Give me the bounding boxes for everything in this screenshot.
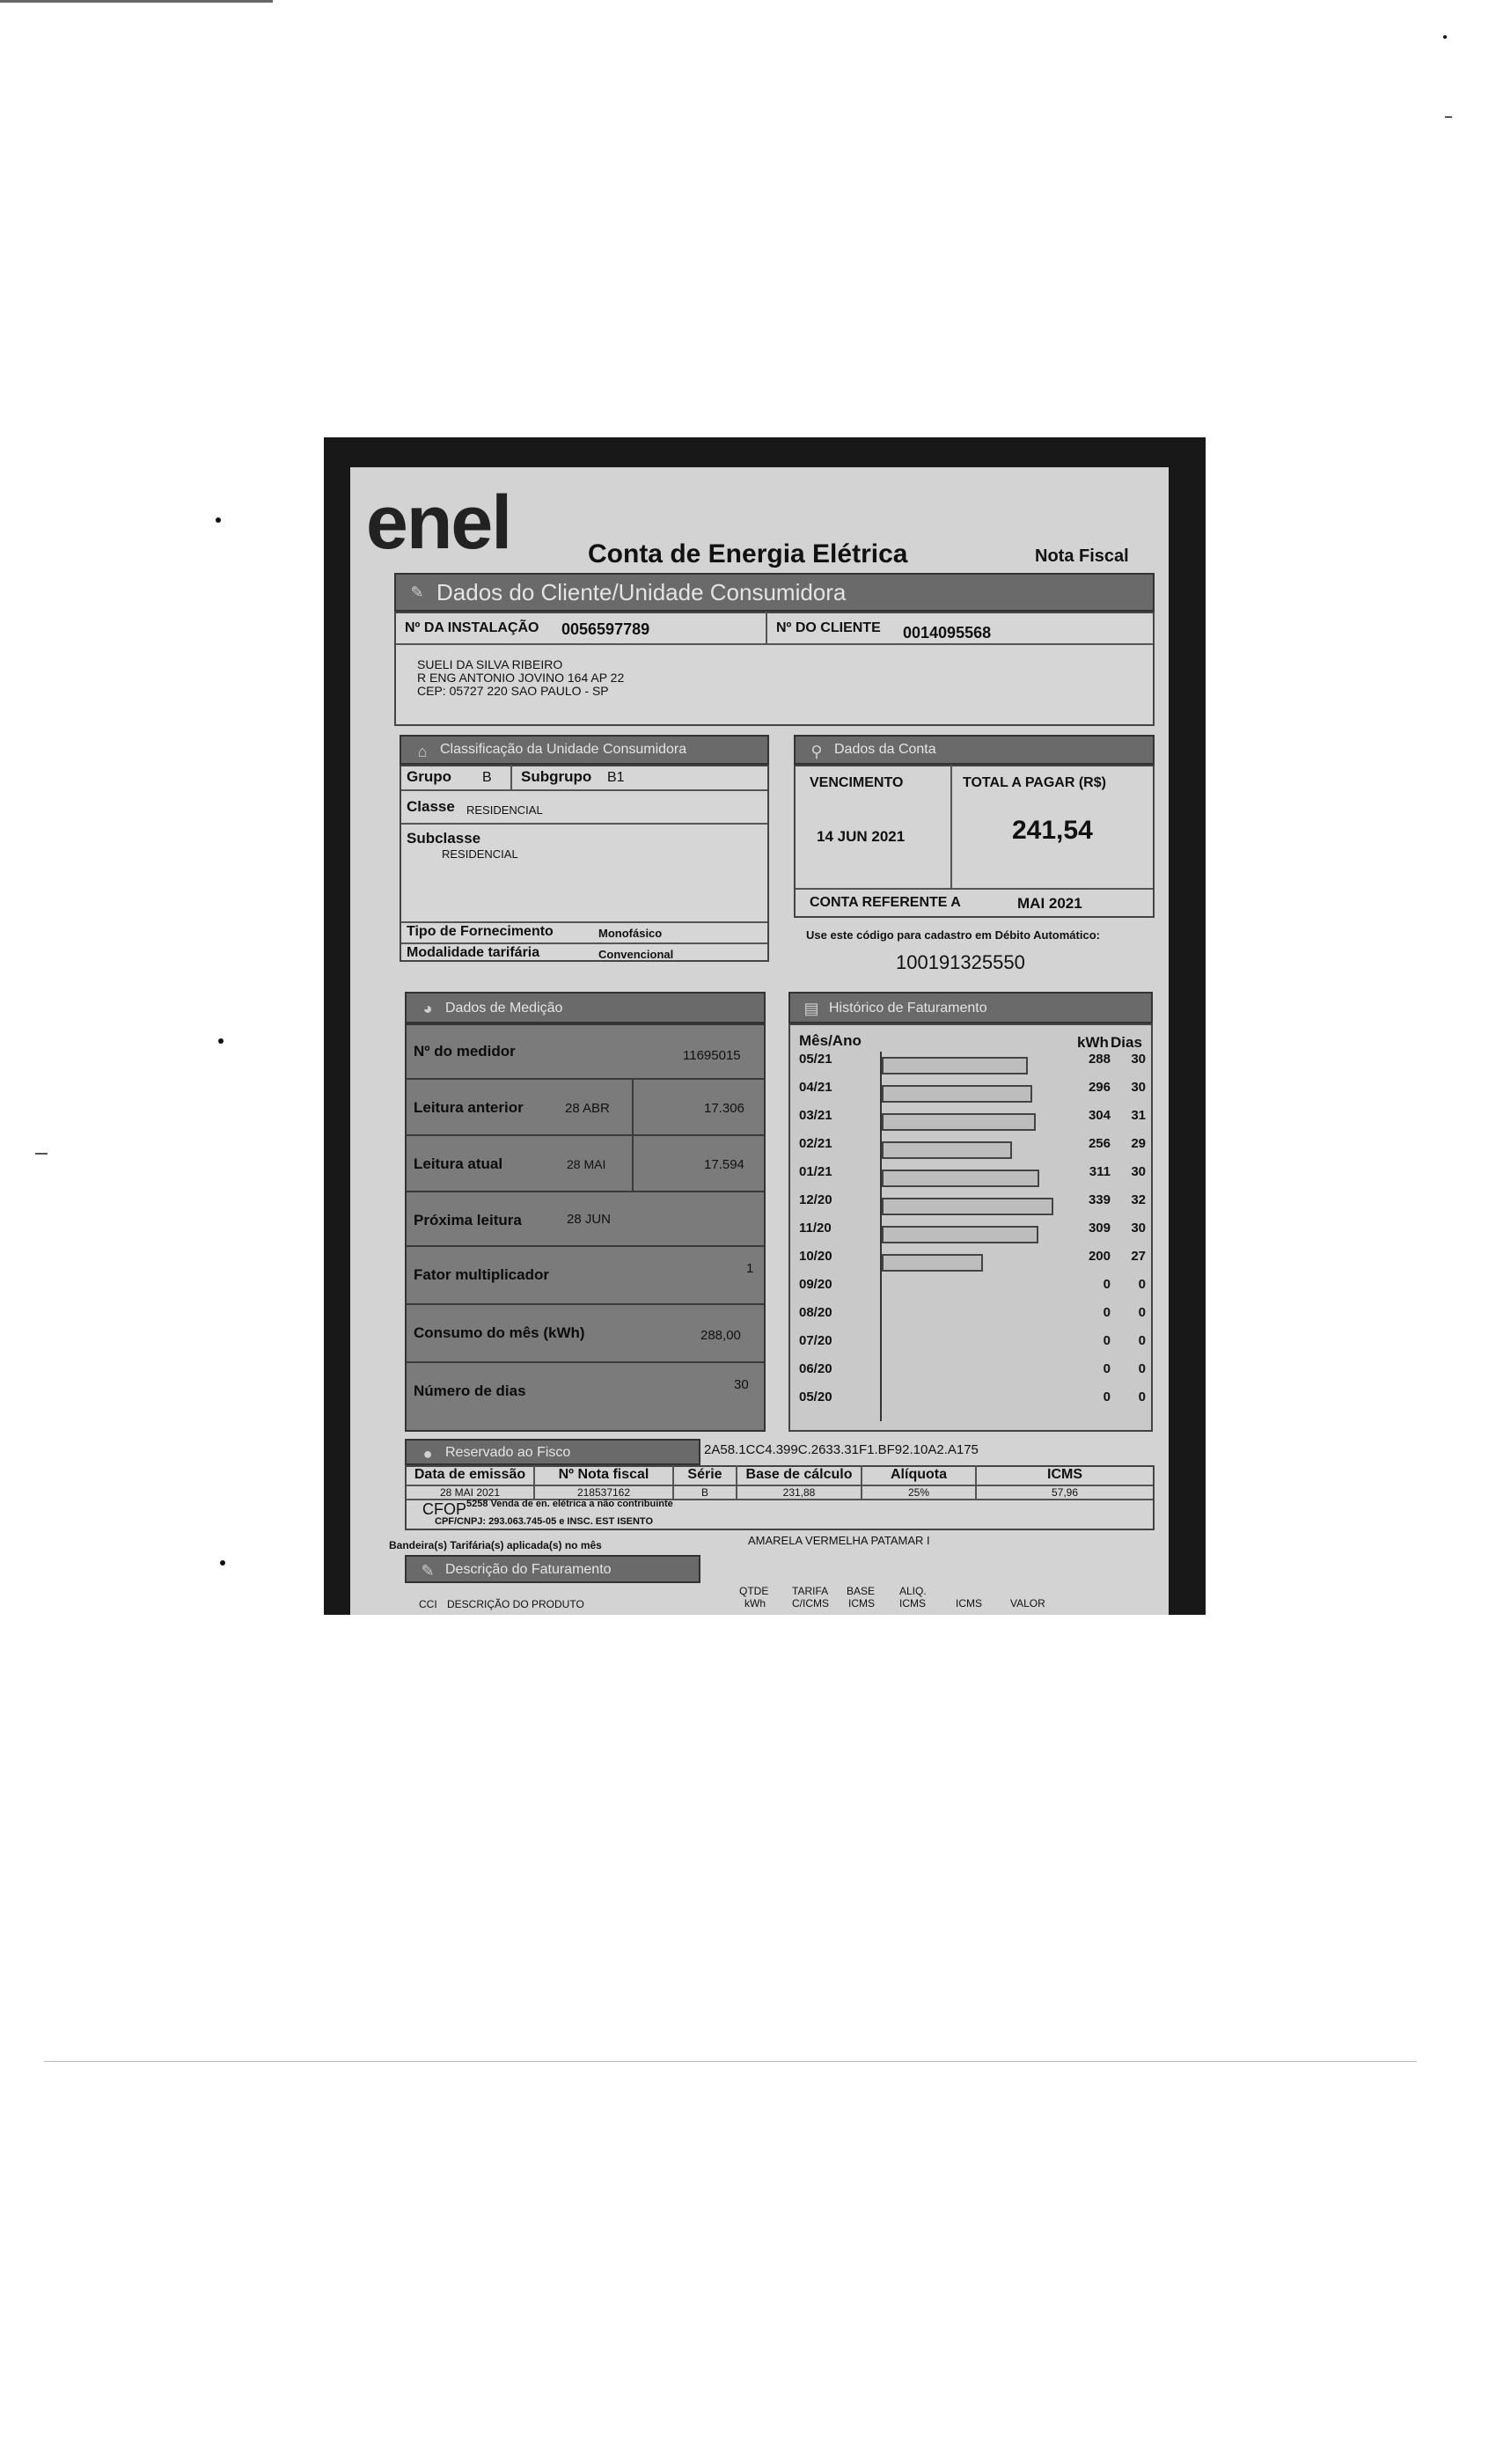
total-value: 241,54 bbox=[1012, 816, 1093, 845]
cliente-numero-value: 0014095568 bbox=[903, 624, 992, 642]
historico-row bbox=[790, 1136, 1151, 1162]
instalacao-value: 0056597789 bbox=[561, 620, 650, 638]
historico-kwh: 0 bbox=[1103, 1305, 1111, 1320]
building-icon: ⌂ bbox=[417, 743, 428, 760]
historico-month: 04/21 bbox=[799, 1080, 832, 1095]
search-icon: ⚲ bbox=[810, 743, 823, 760]
leitura-anterior-label: Leitura anterior bbox=[414, 1099, 524, 1116]
fat-col-base-2: ICMS bbox=[848, 1597, 875, 1610]
fat-col-icms: ICMS bbox=[956, 1597, 982, 1610]
total-label: TOTAL A PAGAR (R$) bbox=[963, 775, 1106, 790]
historico-row bbox=[790, 1052, 1151, 1078]
cliente-section-header bbox=[394, 573, 1155, 612]
medidor-label: Nº do medidor bbox=[414, 1043, 516, 1060]
historico-section-title: Histórico de Faturamento bbox=[829, 1001, 987, 1016]
historico-col-dias: Dias bbox=[1111, 1034, 1142, 1051]
fat-col-aliq-1: ALIQ. bbox=[899, 1585, 927, 1597]
grupo-value: B bbox=[482, 770, 492, 785]
subclasse-label: Subclasse bbox=[407, 830, 481, 847]
fisco-val-aliquota: 25% bbox=[907, 1486, 930, 1499]
bandeira-label: Bandeira(s) Tarifária(s) aplicada(s) no mês bbox=[389, 1539, 602, 1551]
fisco-val-nota: 218537162 bbox=[576, 1486, 631, 1499]
fisco-col-base: Base de cálculo bbox=[745, 1467, 853, 1482]
historico-bar bbox=[882, 1254, 983, 1272]
fat-col-qtde-1: QTDE bbox=[739, 1585, 769, 1597]
historico-month: 11/20 bbox=[799, 1221, 832, 1236]
fisco-val-serie: B bbox=[700, 1486, 708, 1499]
historico-row bbox=[790, 1390, 1151, 1416]
medicao-panel bbox=[405, 1023, 766, 1432]
historico-kwh: 304 bbox=[1088, 1108, 1111, 1123]
bill-paper bbox=[350, 467, 1169, 1615]
historico-bar bbox=[882, 1141, 1012, 1159]
leitura-atual-date: 28 MAI bbox=[567, 1157, 606, 1171]
historico-bar bbox=[882, 1198, 1053, 1215]
historico-kwh: 339 bbox=[1088, 1192, 1111, 1207]
leitura-anterior-value: 17.306 bbox=[704, 1101, 744, 1116]
historico-bar bbox=[882, 1170, 1039, 1187]
medicao-section-header bbox=[405, 992, 766, 1023]
dias-label: Número de dias bbox=[414, 1382, 526, 1399]
divider bbox=[950, 765, 952, 890]
cliente-endereco: R ENG ANTONIO JOVINO 164 AP 22 bbox=[417, 671, 625, 685]
fat-col-tarifa-2: C/ICMS bbox=[792, 1597, 829, 1610]
historico-kwh: 296 bbox=[1088, 1080, 1111, 1095]
scan-bottom-trace bbox=[44, 2061, 1417, 2062]
debito-label: Use este código para cadastro em Débito Automático: bbox=[806, 928, 1100, 942]
faturamento-section-header bbox=[405, 1555, 700, 1583]
cfop-text: 5258 Venda de en. elétrica a não contribuinte bbox=[466, 1499, 673, 1509]
cliente-nome: SUELI DA SILVA RIBEIRO bbox=[417, 657, 563, 671]
classificacao-section-title: Classificação da Unidade Consumidora bbox=[440, 742, 687, 757]
historico-month: 07/20 bbox=[799, 1333, 832, 1348]
fisco-section-header bbox=[405, 1439, 700, 1465]
historico-kwh: 311 bbox=[1089, 1164, 1111, 1179]
historico-row bbox=[790, 1249, 1151, 1275]
historico-bar bbox=[882, 1113, 1036, 1131]
dias-value: 30 bbox=[734, 1377, 749, 1392]
historico-col-kwh: kWh bbox=[1077, 1034, 1109, 1051]
historico-kwh: 0 bbox=[1103, 1277, 1111, 1292]
historico-bar bbox=[882, 1057, 1028, 1074]
historico-row bbox=[790, 1108, 1151, 1134]
cfop-label: CFOP bbox=[422, 1500, 467, 1518]
proxima-date: 28 JUN bbox=[567, 1212, 612, 1227]
fat-col-tarifa-1: TARIFA bbox=[792, 1585, 829, 1597]
scan-punch-hole-1 bbox=[216, 517, 221, 523]
historico-row bbox=[790, 1221, 1151, 1247]
consumo-value: 288,00 bbox=[700, 1328, 741, 1343]
fator-label: Fator multiplicador bbox=[414, 1266, 549, 1283]
historico-month: 03/21 bbox=[799, 1108, 832, 1123]
debito-code: 100191325550 bbox=[896, 951, 1025, 973]
historico-month: 12/20 bbox=[799, 1192, 832, 1207]
historico-dias: 0 bbox=[1138, 1305, 1146, 1320]
divider bbox=[766, 612, 767, 645]
fornecimento-label: Tipo de Fornecimento bbox=[407, 924, 554, 939]
historico-dias: 27 bbox=[1131, 1249, 1146, 1264]
fisco-val-base: 231,88 bbox=[782, 1486, 816, 1499]
historico-row bbox=[790, 1080, 1151, 1106]
fat-col-cci: CCI bbox=[419, 1598, 437, 1610]
consumo-label: Consumo do mês (kWh) bbox=[414, 1324, 585, 1341]
divider bbox=[401, 823, 767, 825]
cliente-numero-label: Nº DO CLIENTE bbox=[776, 620, 881, 635]
fisco-section-title: Reservado ao Fisco bbox=[445, 1445, 571, 1460]
divider bbox=[510, 765, 512, 789]
referente-label: CONTA REFERENTE A bbox=[810, 895, 961, 910]
historico-panel bbox=[788, 1023, 1153, 1432]
conta-section-header bbox=[794, 735, 1155, 765]
fornecimento-value: Monofásico bbox=[598, 927, 663, 940]
fisco-val-icms: 57,96 bbox=[1051, 1486, 1079, 1499]
historico-row bbox=[790, 1164, 1151, 1191]
faturamento-section-title: Descrição do Faturamento bbox=[445, 1562, 612, 1577]
subgrupo-label: Subgrupo bbox=[521, 768, 592, 785]
scanned-bill bbox=[324, 437, 1206, 1615]
fisco-val-emissao: 28 MAI 2021 bbox=[439, 1486, 501, 1499]
historico-kwh: 288 bbox=[1088, 1052, 1111, 1067]
historico-dias: 30 bbox=[1131, 1052, 1146, 1067]
classe-value: RESIDENCIAL bbox=[466, 803, 543, 817]
historico-month: 05/20 bbox=[799, 1390, 832, 1404]
cliente-section-title: Dados do Cliente/Unidade Consumidora bbox=[436, 579, 847, 605]
historico-row bbox=[790, 1192, 1151, 1219]
historico-kwh: 0 bbox=[1103, 1361, 1111, 1376]
subclasse-value: RESIDENCIAL bbox=[442, 847, 518, 861]
historico-month: 01/21 bbox=[799, 1164, 832, 1179]
divider bbox=[632, 1080, 634, 1192]
historico-kwh: 309 bbox=[1088, 1221, 1111, 1236]
historico-month: 06/20 bbox=[799, 1361, 832, 1376]
referente-value: MAI 2021 bbox=[1017, 895, 1082, 912]
vencimento-label: VENCIMENTO bbox=[810, 775, 904, 790]
scan-speck bbox=[1443, 35, 1447, 39]
scan-top-edge bbox=[0, 0, 273, 3]
fisco-col-aliquota: Alíquota bbox=[891, 1467, 947, 1482]
classificacao-section-header bbox=[400, 735, 769, 765]
leitura-anterior-date: 28 ABR bbox=[565, 1101, 610, 1116]
historico-kwh: 200 bbox=[1088, 1249, 1111, 1264]
historico-dias: 29 bbox=[1131, 1136, 1146, 1151]
divider bbox=[401, 921, 767, 923]
historico-dias: 30 bbox=[1131, 1221, 1146, 1236]
historico-col-mes: Mês/Ano bbox=[799, 1032, 862, 1049]
historico-month: 10/20 bbox=[799, 1249, 832, 1264]
historico-kwh: 0 bbox=[1103, 1333, 1111, 1348]
leitura-atual-label: Leitura atual bbox=[414, 1155, 503, 1172]
historico-row bbox=[790, 1305, 1151, 1331]
historico-dias: 32 bbox=[1131, 1192, 1146, 1207]
medidor-value: 11695015 bbox=[683, 1048, 741, 1063]
gauge-icon: ◕ bbox=[422, 1000, 433, 1017]
classe-label: Classe bbox=[407, 798, 455, 815]
divider bbox=[401, 789, 767, 791]
historico-dias: 30 bbox=[1131, 1164, 1146, 1179]
leitura-atual-value: 17.594 bbox=[704, 1157, 744, 1172]
scan-speck bbox=[1445, 116, 1452, 118]
bandeira-value: AMARELA VERMELHA PATAMAR I bbox=[748, 1534, 930, 1547]
historico-kwh: 0 bbox=[1103, 1390, 1111, 1404]
cliente-cep: CEP: 05727 220 SAO PAULO - SP bbox=[417, 684, 609, 698]
divider bbox=[396, 643, 1153, 645]
divider bbox=[401, 942, 767, 944]
grupo-label: Grupo bbox=[407, 768, 451, 785]
fat-col-base-1: BASE bbox=[847, 1585, 876, 1597]
divider bbox=[796, 888, 1153, 890]
scan-punch-hole-2 bbox=[218, 1038, 224, 1044]
scan-speck bbox=[35, 1153, 48, 1155]
fisco-col-nota: Nº Nota fiscal bbox=[558, 1467, 649, 1482]
historico-dias: 0 bbox=[1138, 1390, 1146, 1404]
historico-month: 05/21 bbox=[799, 1052, 832, 1067]
modalidade-value: Convencional bbox=[598, 948, 674, 961]
lock-icon: ● bbox=[422, 1445, 433, 1463]
cpf-text: CPF/CNPJ: 293.063.745-05 e INSC. EST ISENTO bbox=[435, 1516, 654, 1527]
historico-section-header bbox=[788, 992, 1153, 1023]
fisco-hash: 2A58.1CC4.399C.2633.31F1.BF92.10A2.A175 bbox=[704, 1442, 979, 1457]
historico-row bbox=[790, 1333, 1151, 1360]
fat-col-aliq-2: ICMS bbox=[899, 1597, 926, 1610]
proxima-label: Próxima leitura bbox=[414, 1212, 522, 1228]
bar-chart-icon: ▤ bbox=[803, 1000, 819, 1017]
fisco-col-serie: Série bbox=[687, 1467, 722, 1482]
historico-month: 09/20 bbox=[799, 1277, 832, 1292]
historico-kwh: 256 bbox=[1088, 1136, 1111, 1151]
fisco-col-icms: ICMS bbox=[1047, 1467, 1082, 1482]
pencil-icon: ✎ bbox=[421, 1562, 435, 1580]
nota-fiscal-label: Nota Fiscal bbox=[1035, 546, 1129, 566]
modalidade-label: Modalidade tarifária bbox=[407, 945, 540, 960]
historico-bar bbox=[882, 1226, 1038, 1243]
fat-col-descricao: DESCRIÇÃO DO PRODUTO bbox=[447, 1598, 584, 1610]
historico-dias: 31 bbox=[1131, 1108, 1146, 1123]
historico-dias: 0 bbox=[1138, 1277, 1146, 1292]
fator-value: 1 bbox=[746, 1261, 754, 1276]
historico-dias: 0 bbox=[1138, 1333, 1146, 1348]
historico-row bbox=[790, 1277, 1151, 1303]
vencimento-value: 14 JUN 2021 bbox=[817, 828, 906, 845]
enel-logo: enel bbox=[366, 480, 511, 565]
subgrupo-value: B1 bbox=[607, 770, 625, 785]
historico-row bbox=[790, 1361, 1151, 1388]
historico-dias: 30 bbox=[1131, 1080, 1146, 1095]
historico-month: 02/21 bbox=[799, 1136, 832, 1151]
medicao-section-title: Dados de Medição bbox=[445, 1001, 563, 1016]
fat-col-valor: VALOR bbox=[1010, 1597, 1045, 1610]
fat-col-qtde-2: kWh bbox=[744, 1597, 766, 1610]
historico-month: 08/20 bbox=[799, 1305, 832, 1320]
pencil-icon: ✎ bbox=[410, 583, 424, 601]
historico-dias: 0 bbox=[1138, 1361, 1146, 1376]
scan-punch-hole-3 bbox=[220, 1560, 225, 1566]
instalacao-label: Nº DA INSTALAÇÃO bbox=[405, 620, 539, 635]
conta-section-title: Dados da Conta bbox=[834, 742, 936, 757]
fisco-col-emissao: Data de emissão bbox=[414, 1467, 526, 1482]
document-title: Conta de Energia Elétrica bbox=[588, 539, 908, 568]
historico-bar bbox=[882, 1085, 1032, 1103]
